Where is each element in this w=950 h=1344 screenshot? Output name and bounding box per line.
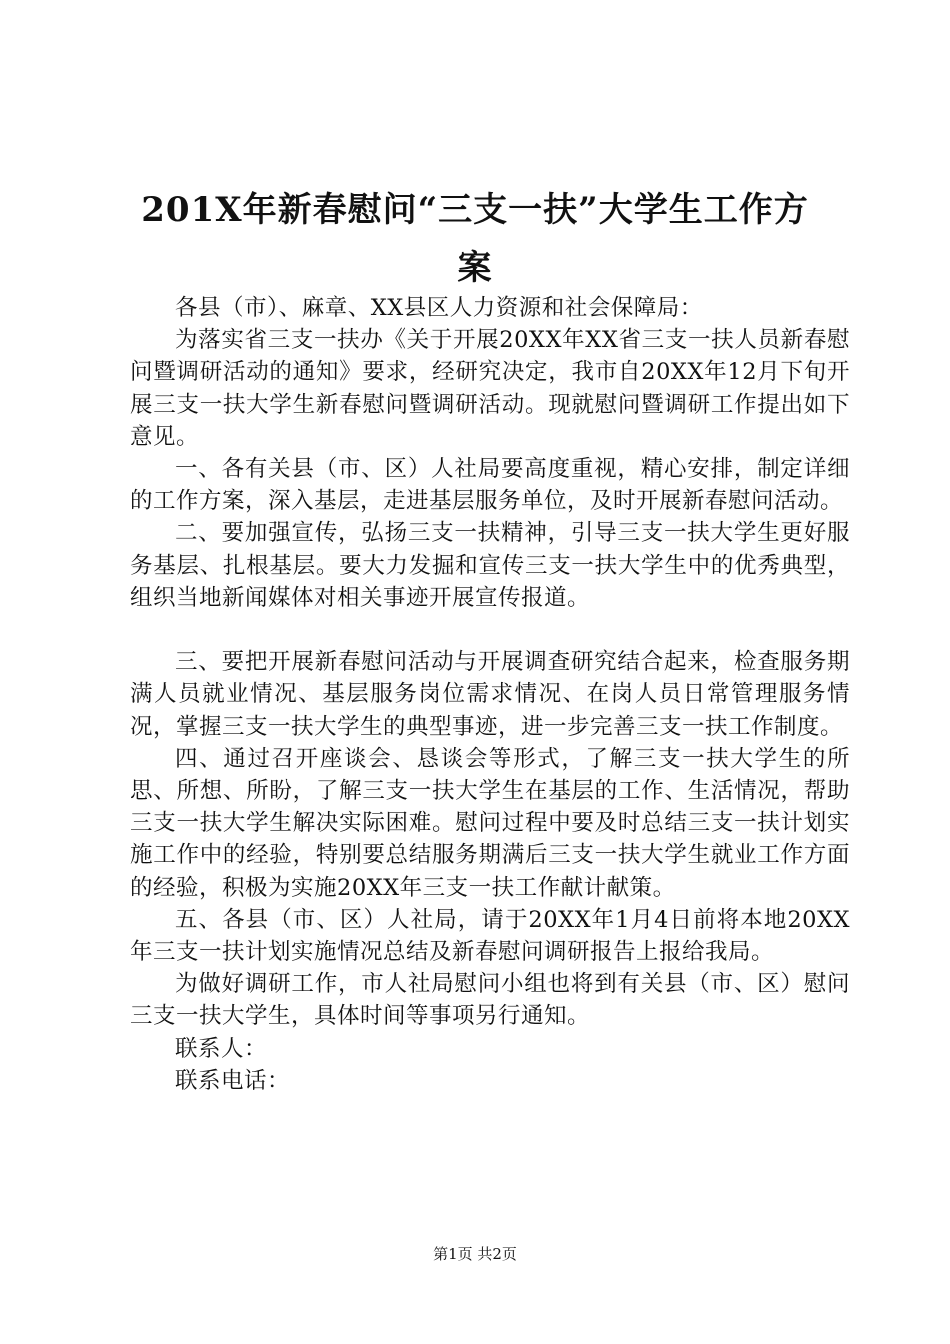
page-number-footer: 第1页 共2页 <box>433 1245 517 1263</box>
paragraph-item-5: 五、各县（市、区）人社局，请于20XX年1月4日前将本地20XX年三支一扶计划实施情况总结及新春慰问调研报告上报给我局。 <box>130 906 850 966</box>
paragraph-item-3: 三、要把开展新春慰问活动与开展调查研究结合起来，检查服务期满人员就业情况、基层服务岗位需求情况、在岗人员日常管理服务情况，掌握三支一扶大学生的典型事迹，进一步完善三支一扶工作制度。 <box>130 649 850 740</box>
salutation: 各县（市）、麻章、XX县区人力资源和社会保障局： <box>175 295 703 321</box>
paragraph-item-1: 一、各有关县（市、区）人社局要高度重视，精心安排，制定详细的工作方案，深入基层，走进基层服务单位，及时开展新春慰问活动。 <box>130 456 850 515</box>
paragraph-item-2: 二、要加强宣传，弘扬三支一扶精神，引导三支一扶大学生更好服务基层、扎根基层。要大力发掘和宣传三支一扶大学生中的优秀典型，组织当地新闻媒体对相关事迹开展宣传报道。 <box>130 520 850 611</box>
document-title: 201X年新春慰问“三支一扶”大学生工作方 <box>141 190 809 230</box>
paragraph-closing: 为做好调研工作，市人社局慰问小组也将到有关县（市、区）慰问三支一扶大学生，具体时间等事项另行通知。 <box>130 971 850 1030</box>
paragraph-intro: 为落实省三支一扶办《关于开展20XX年XX省三支一扶人员新春慰问暨调研活动的通知》要求，经研究决定，我市自20XX年12月下旬开展三支一扶大学生新春慰问暨调研活动。现就慰问暨调研工作提出如下意见。 <box>130 327 850 450</box>
document-title-continued: 案 <box>457 248 493 288</box>
contact-person: 联系人： <box>175 1035 268 1062</box>
paragraph-item-4: 四、通过召开座谈会、恳谈会等形式，了解三支一扶大学生的所思、所想、所盼，了解三支一扶大学生在基层的工作、生活情况，帮助三支一扶大学生解决实际困难。慰问过程中要及时总结三支一扶计划实施工作中的经验，特别要总结服务期满后三支一扶大学生就业工作方面的经验，积极为实施20XX年三支一扶工作献计献策。 <box>130 745 850 901</box>
contact-phone: 联系电话： <box>175 1067 291 1094</box>
document-body <box>130 292 850 1097</box>
